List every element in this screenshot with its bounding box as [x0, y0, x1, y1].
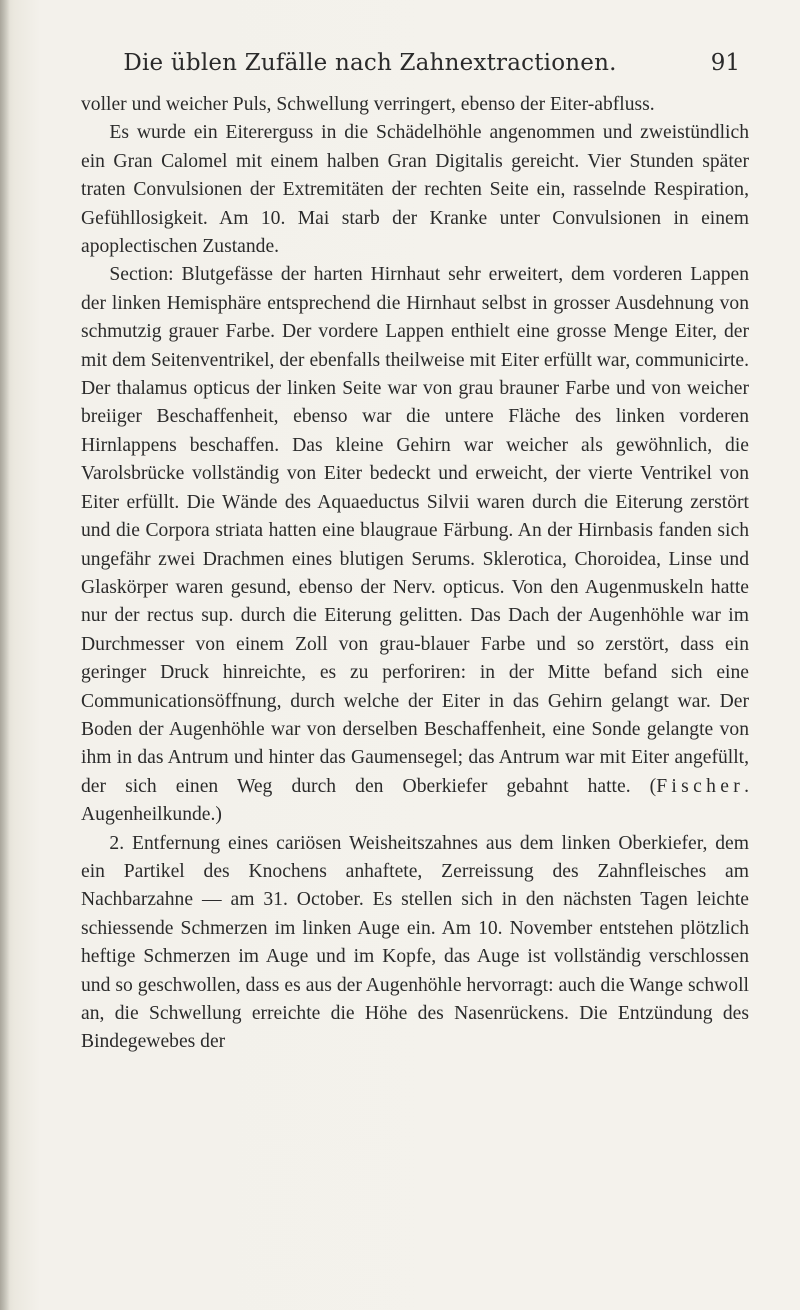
page-number: 91	[710, 50, 740, 76]
body-text	[81, 91, 749, 1057]
page-header	[80, 50, 740, 86]
spine-shadow	[0, 0, 10, 1310]
paragraph-section-findings	[81, 261, 749, 829]
paragraph-continuation: voller und weicher Puls, Schwellung verringert, ebenso der Eiter-abfluss.	[81, 94, 655, 115]
paragraph-case-two: 2. Entfernung eines cariösen Weisheitszahnes aus dem linken Oberkiefer, dem ein Partikel des Knochens anhaftete, Zerreissung des Zahnfleisches am Nachbarzahne — am 31. October. Es stellen sich in den nächsten Tagen leichte schiessende Schmerzen im linken Auge ein. Am 10. November entstehen plötzlich heftige Schmerzen im Auge und im Kopfe, das Auge ist vollständig verschlossen und so geschwollen, dass es aus der Augenhöhle hervorragt: auch die Wange schwoll an, die Schwellung erreichte die Höhe des Nasenrückens. Die Entzündung des Bindegewebes der	[81, 832, 749, 1053]
running-title: Die üblen Zufälle nach Zahnextractionen.	[123, 50, 617, 76]
section-text: Section: Blutgefässe der harten Hirnhaut sehr erweitert, dem vorderen Lappen der linken Hemisphäre entsprechend die Hirnhaut selbst in grosser Ausdehnung von schmutzig grauer Farbe. Der vordere Lappen enthielt eine grosse Menge Eiter, der mit dem Seitenventrikel, der ebenfalls theilweise mit Eiter erfüllt war, communicirte. Der thalamus opticus der linken Seite war von grau brauner Farbe und von weicher breiiger Beschaffenheit, ebenso war die untere Fläche des linken vorderen Hirnlappens beschaffen. Das kleine Gehirn war weicher als gewöhnlich, die Varolsbrücke vollständig von Eiter bedeckt und erweicht, der vierte Ventrikel von Eiter erfüllt. Die Wände des Aquaeductus Silvii waren durch die Eiterung zerstört und die Corpora striata hatten eine blaugraue Färbung. An der Hirnbasis fanden sich ungefähr zwei Drachmen eines blutigen Serums. Sklerotica, Choroidea, Linse und Glaskörper waren gesund, ebenso der Nerv. opticus. Von den Augenmuskeln hatte nur der rectus sup. durch die Eiterung gelitten. Das Dach der Augenhöhle war im Durchmesser von einem Zoll von grau-blauer Farbe und so zerstört, dass ein geringer Druck hinreichte, es zu perforiren: in der Mitte befand sich eine Communicationsöffnung, durch welche der Eiter in das Gehirn gelangt war. Der Boden der Augenhöhle war von derselben Beschaffenheit, eine Sonde gelangte von ihm in das Antrum und hinter das Gaumensegel; das Antrum war mit Eiter angefüllt, der sich einen Weg durch den Oberkiefer gebahnt hatte. (	[81, 264, 749, 797]
citation-text: . Augenheilkunde.)	[81, 775, 749, 826]
author-name: Fischer	[656, 775, 745, 797]
paragraph-case-course: Es wurde ein Eitererguss in die Schädelhöhle angenommen und zweistündlich ein Gran Calomel mit einem halben Gran Digitalis gereicht. Vier Stunden später traten Convulsionen der Extremitäten der rechten Seite ein, rasselnde Respiration, Gefühllosigkeit. Am 10. Mai starb der Kranke unter Convulsionen in einem apoplectischen Zustande.	[81, 122, 749, 258]
